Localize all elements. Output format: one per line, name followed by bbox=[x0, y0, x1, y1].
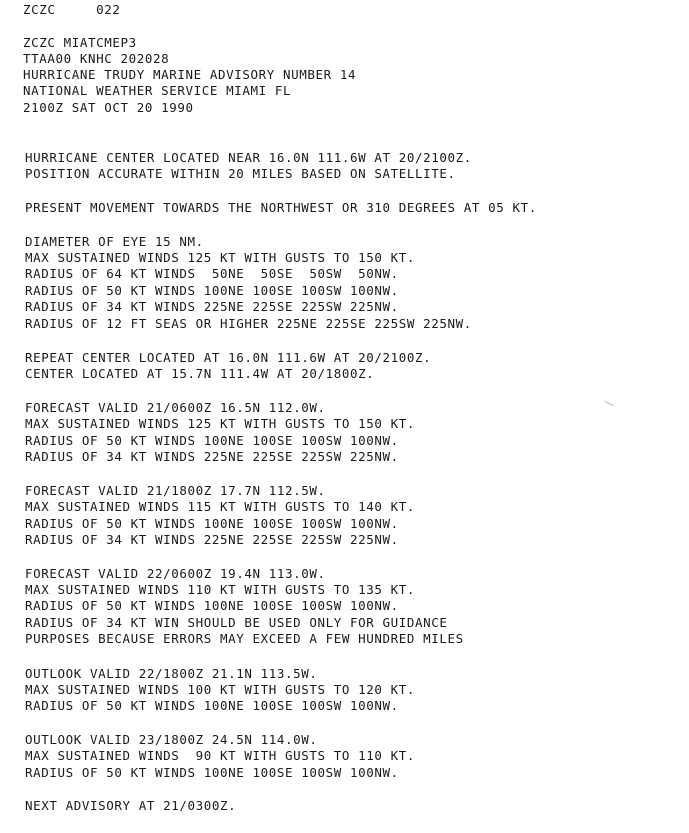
radius-64kt-line: RADIUS OF 64 KT WINDS 50NE 50SE 50SW 50NW. bbox=[25, 266, 399, 281]
eye-diameter-line: DIAMETER OF EYE 15 NM. bbox=[25, 234, 204, 249]
previous-center-line: CENTER LOCATED AT 15.7N 111.4W AT 20/1800Z. bbox=[25, 366, 375, 381]
outlook-winds-line: MAX SUSTAINED WINDS 100 KT WITH GUSTS TO 120 KT. bbox=[25, 682, 416, 697]
outlook-winds-line: MAX SUSTAINED WINDS 90 KT WITH GUSTS TO 110 KT. bbox=[25, 748, 416, 763]
forecast-winds-line: MAX SUSTAINED WINDS 115 KT WITH GUSTS TO 140 KT. bbox=[25, 499, 416, 514]
outlook-radius-line: RADIUS OF 50 KT WINDS 100NE 100SE 100SW 100NW. bbox=[25, 765, 399, 780]
forecast-radius-line: RADIUS OF 50 KT WINDS 100NE 100SE 100SW 100NW. bbox=[25, 516, 399, 531]
forecast-radius-line: RADIUS OF 50 KT WINDS 100NE 100SE 100SW 100NW. bbox=[25, 433, 399, 448]
transmission-id: ZCZC 022 bbox=[23, 2, 121, 17]
guidance-note-line: RADIUS OF 34 KT WIN SHOULD BE USED ONLY FOR GUIDANCE bbox=[25, 615, 448, 630]
forecast-valid-line: FORECAST VALID 21/1800Z 17.7N 112.5W. bbox=[25, 483, 326, 498]
repeat-center-line: REPEAT CENTER LOCATED AT 16.0N 111.6W AT 20/2100Z. bbox=[25, 350, 432, 365]
forecast-radius-line: RADIUS OF 34 KT WINDS 225NE 225SE 225SW 225NW. bbox=[25, 449, 399, 464]
forecast-valid-line: FORECAST VALID 22/0600Z 19.4N 113.0W. bbox=[25, 566, 326, 581]
radius-50kt-line: RADIUS OF 50 KT WINDS 100NE 100SE 100SW 100NW. bbox=[25, 283, 399, 298]
outlook-valid-line: OUTLOOK VALID 23/1800Z 24.5N 114.0W. bbox=[25, 732, 318, 747]
present-movement-line: PRESENT MOVEMENT TOWARDS THE NORTHWEST OR 310 DEGREES AT 05 KT. bbox=[25, 200, 537, 215]
forecast-radius-line: RADIUS OF 34 KT WINDS 225NE 225SE 225SW 225NW. bbox=[25, 532, 399, 547]
forecast-winds-line: MAX SUSTAINED WINDS 125 KT WITH GUSTS TO 150 KT. bbox=[25, 416, 416, 431]
scan-speck bbox=[604, 401, 613, 407]
outlook-valid-line: OUTLOOK VALID 22/1800Z 21.1N 113.5W. bbox=[25, 666, 318, 681]
wmo-header: TTAA00 KNHC 202028 bbox=[23, 51, 170, 66]
advisory-title: HURRICANE TRUDY MARINE ADVISORY NUMBER 14 bbox=[23, 67, 357, 82]
next-advisory-line: NEXT ADVISORY AT 21/0300Z. bbox=[25, 798, 237, 813]
outlook-radius-line: RADIUS OF 50 KT WINDS 100NE 100SE 100SW 100NW. bbox=[25, 698, 399, 713]
center-location-line: HURRICANE CENTER LOCATED NEAR 16.0N 111.6W AT 20/2100Z. bbox=[25, 150, 472, 165]
issuing-office: NATIONAL WEATHER SERVICE MIAMI FL bbox=[23, 83, 292, 98]
radius-34kt-line: RADIUS OF 34 KT WINDS 225NE 225SE 225SW 225NW. bbox=[25, 299, 399, 314]
forecast-valid-line: FORECAST VALID 21/0600Z 16.5N 112.0W. bbox=[25, 400, 326, 415]
radius-seas-line: RADIUS OF 12 FT SEAS OR HIGHER 225NE 225SE 225SW 225NW. bbox=[25, 316, 472, 331]
forecast-radius-line: RADIUS OF 50 KT WINDS 100NE 100SE 100SW 100NW. bbox=[25, 598, 399, 613]
forecast-winds-line: MAX SUSTAINED WINDS 110 KT WITH GUSTS TO 135 KT. bbox=[25, 582, 416, 597]
product-code: ZCZC MIATCMEP3 bbox=[23, 35, 137, 50]
position-accuracy-line: POSITION ACCURATE WITHIN 20 MILES BASED ON SATELLITE. bbox=[25, 166, 456, 181]
max-winds-line: MAX SUSTAINED WINDS 125 KT WITH GUSTS TO 150 KT. bbox=[25, 250, 416, 265]
issue-time: 2100Z SAT OCT 20 1990 bbox=[23, 100, 194, 115]
guidance-note-line: PURPOSES BECAUSE ERRORS MAY EXCEED A FEW HUNDRED MILES bbox=[25, 631, 464, 646]
